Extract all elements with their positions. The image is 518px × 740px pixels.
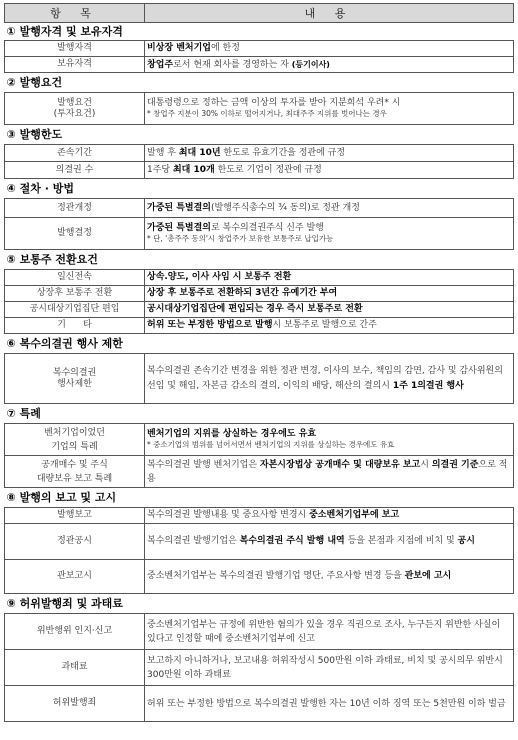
row-content: 복수의결권 발행 벤처기업은 자본시장법상 공개매수 및 대량보유 보고시 의결권 기준으로 적용 bbox=[145, 456, 514, 488]
footnote: * 중소기업의 범위를 넘어서면서 벤처기업의 지위를 상실하는 경우에도 유효 bbox=[147, 440, 395, 449]
table-row bbox=[5, 318, 514, 334]
row-content: 벤처기업의 지위를 상실하는 경우에도 유효 * 중소기업의 범위를 넘어서면서 벤처기업의 지위를 상실하는 경우에도 유효 bbox=[145, 424, 514, 456]
row-content: 공시대상기업집단에 편입되는 경우 즉시 보통주로 전환 bbox=[145, 302, 514, 318]
table-row bbox=[5, 560, 514, 594]
footnote: * 창업주 지분이 30% 이하로 떨어지거나, 최대주주 지위를 벗어나는 경우 bbox=[147, 109, 387, 118]
row-label: 과태료 bbox=[5, 650, 145, 686]
row-label: 발행자격 bbox=[5, 41, 145, 57]
table-row bbox=[5, 162, 514, 179]
section-title: ⑤ 보통주 전환요건 bbox=[5, 250, 514, 270]
row-label: 발행결정 bbox=[5, 218, 145, 250]
row-label: 의결권 수 bbox=[5, 162, 145, 179]
table-row bbox=[5, 199, 514, 218]
row-content: 보고하지 아니하거나, 보고내용 허위작성시 500만원 이하 과태료, 비치 및 공시의무 위반시 300만원 이하 과태료 bbox=[145, 650, 514, 686]
row-content: 중소벤처기업부는 복수의결권 발행기업 명단, 주요사항 변경 등을 관보에 고시 bbox=[145, 560, 514, 594]
row-label: 복수의결권 행사제한 bbox=[5, 354, 145, 404]
header-content: 내 용 bbox=[145, 4, 514, 23]
row-content: 중소벤처기업부는 규정에 위반한 혐의가 있을 경우 직권으로 조사, 누구든지 위반한 사실이 있다고 인정할 때에 중소벤처기업부에 신고 bbox=[145, 614, 514, 650]
row-label: 발행보고 bbox=[5, 508, 145, 524]
row-content: 대통령령으로 정하는 금액 이상의 투자를 받아 지분희석 우려* 시 * 창업주 지분이 30% 이하로 떨어지거나, 최대주주 지위를 벗어나는 경우 bbox=[145, 93, 514, 125]
row-content: 허위 또는 부정한 방법으로 발행시 보통주로 발행으로 간주 bbox=[145, 318, 514, 334]
row-content: 상속.양도, 이사 사임 시 보통주 전환 bbox=[145, 270, 514, 286]
row-label: 보유자격 bbox=[5, 57, 145, 73]
table-row bbox=[5, 456, 514, 488]
row-content: 비상장 벤처기업에 한정 bbox=[145, 41, 514, 57]
row-label: 공개매수 및 주식 대량보유 보고 특례 bbox=[5, 456, 145, 488]
document-table bbox=[4, 3, 514, 722]
row-label: 공시대상기업집단 편입 bbox=[5, 302, 145, 318]
row-label: 상장후 보통주 전환 bbox=[5, 286, 145, 302]
section-title: ④ 절차 · 방법 bbox=[5, 179, 514, 199]
row-content: 복수의결권 발행내용 및 중요사항 변경시 중소벤처기업부에 보고 bbox=[145, 508, 514, 524]
section-title: ⑥ 복수의결권 행사 제한 bbox=[5, 334, 514, 354]
table-row bbox=[5, 524, 514, 560]
row-label: 일신전속 bbox=[5, 270, 145, 286]
table-row bbox=[5, 686, 514, 722]
table-row bbox=[5, 41, 514, 57]
row-content: 허위 또는 부정한 방법으로 복수의결권 발행한 자는 10년 이하 징역 또는 5천만원 이하 벌금 bbox=[145, 686, 514, 722]
table-row bbox=[5, 302, 514, 318]
header-item: 항 목 bbox=[5, 4, 145, 23]
row-content: 복수의결권 존속기간 변경을 위한 정관 변경, 이사의 보수, 책임의 감면, 감사 및 감사위원의 선임 및 해임, 자본금 감소의 결의, 이익의 배당, 해산의 결의시 1주 1의결권 행사 bbox=[145, 354, 514, 404]
row-label: 허위발행죄 bbox=[5, 686, 145, 722]
table-row bbox=[5, 614, 514, 650]
row-label: 위반행위 인지·신고 bbox=[5, 614, 145, 650]
table-row bbox=[5, 93, 514, 125]
row-label: 기 타 bbox=[5, 318, 145, 334]
table-header bbox=[5, 4, 514, 23]
footnote: * 단, '총주주 동의'시 창업주가 보유한 보통주로 납입가능 bbox=[147, 234, 334, 243]
section-title: ① 발행자격 및 보유자격 bbox=[5, 23, 514, 41]
row-content: 1주당 최대 10개 한도로 기업이 정관에 규정 bbox=[145, 162, 514, 179]
row-label: 발행요건 (투자요건) bbox=[5, 93, 145, 125]
table-row bbox=[5, 145, 514, 162]
row-content: 발행 후 최대 10년 한도로 유효기간을 정관에 규정 bbox=[145, 145, 514, 162]
row-label: 정관개정 bbox=[5, 199, 145, 218]
section-title: ⑧ 발행의 보고 및 고시 bbox=[5, 488, 514, 508]
table-row bbox=[5, 424, 514, 456]
section-title: ⑨ 허위발행죄 및 과태료 bbox=[5, 594, 514, 614]
section-title: ③ 발행한도 bbox=[5, 125, 514, 145]
table-row bbox=[5, 286, 514, 302]
row-content: 상장 후 보통주로 전환하되 3년간 유예기간 부여 bbox=[145, 286, 514, 302]
row-label: 정관공시 bbox=[5, 524, 145, 560]
row-content: 복수의결권 발행기업은 복수의결권 주식 발행 내역 등을 본점과 지점에 비치 및 공시 bbox=[145, 524, 514, 560]
row-label: 존속기간 bbox=[5, 145, 145, 162]
row-label: 관보고시 bbox=[5, 560, 145, 594]
section-title: ② 발행요건 bbox=[5, 73, 514, 93]
row-content: 창업주로서 현재 회사를 경영하는 자 (등기이사) bbox=[145, 57, 514, 73]
table-row bbox=[5, 354, 514, 404]
table-row bbox=[5, 218, 514, 250]
row-content: 가중된 특별결의(발행주식총수의 ¾ 동의)로 정관 개정 bbox=[145, 199, 514, 218]
table-row bbox=[5, 57, 514, 73]
row-content: 가중된 특별결의로 복수의결권주식 신주 발행 * 단, '총주주 동의'시 창업주가 보유한 보통주로 납입가능 bbox=[145, 218, 514, 250]
table-row bbox=[5, 270, 514, 286]
table-row bbox=[5, 650, 514, 686]
section-title: ⑦ 특례 bbox=[5, 404, 514, 424]
table-row bbox=[5, 508, 514, 524]
row-label: 벤처기업이었던 기업의 특례 bbox=[5, 424, 145, 456]
